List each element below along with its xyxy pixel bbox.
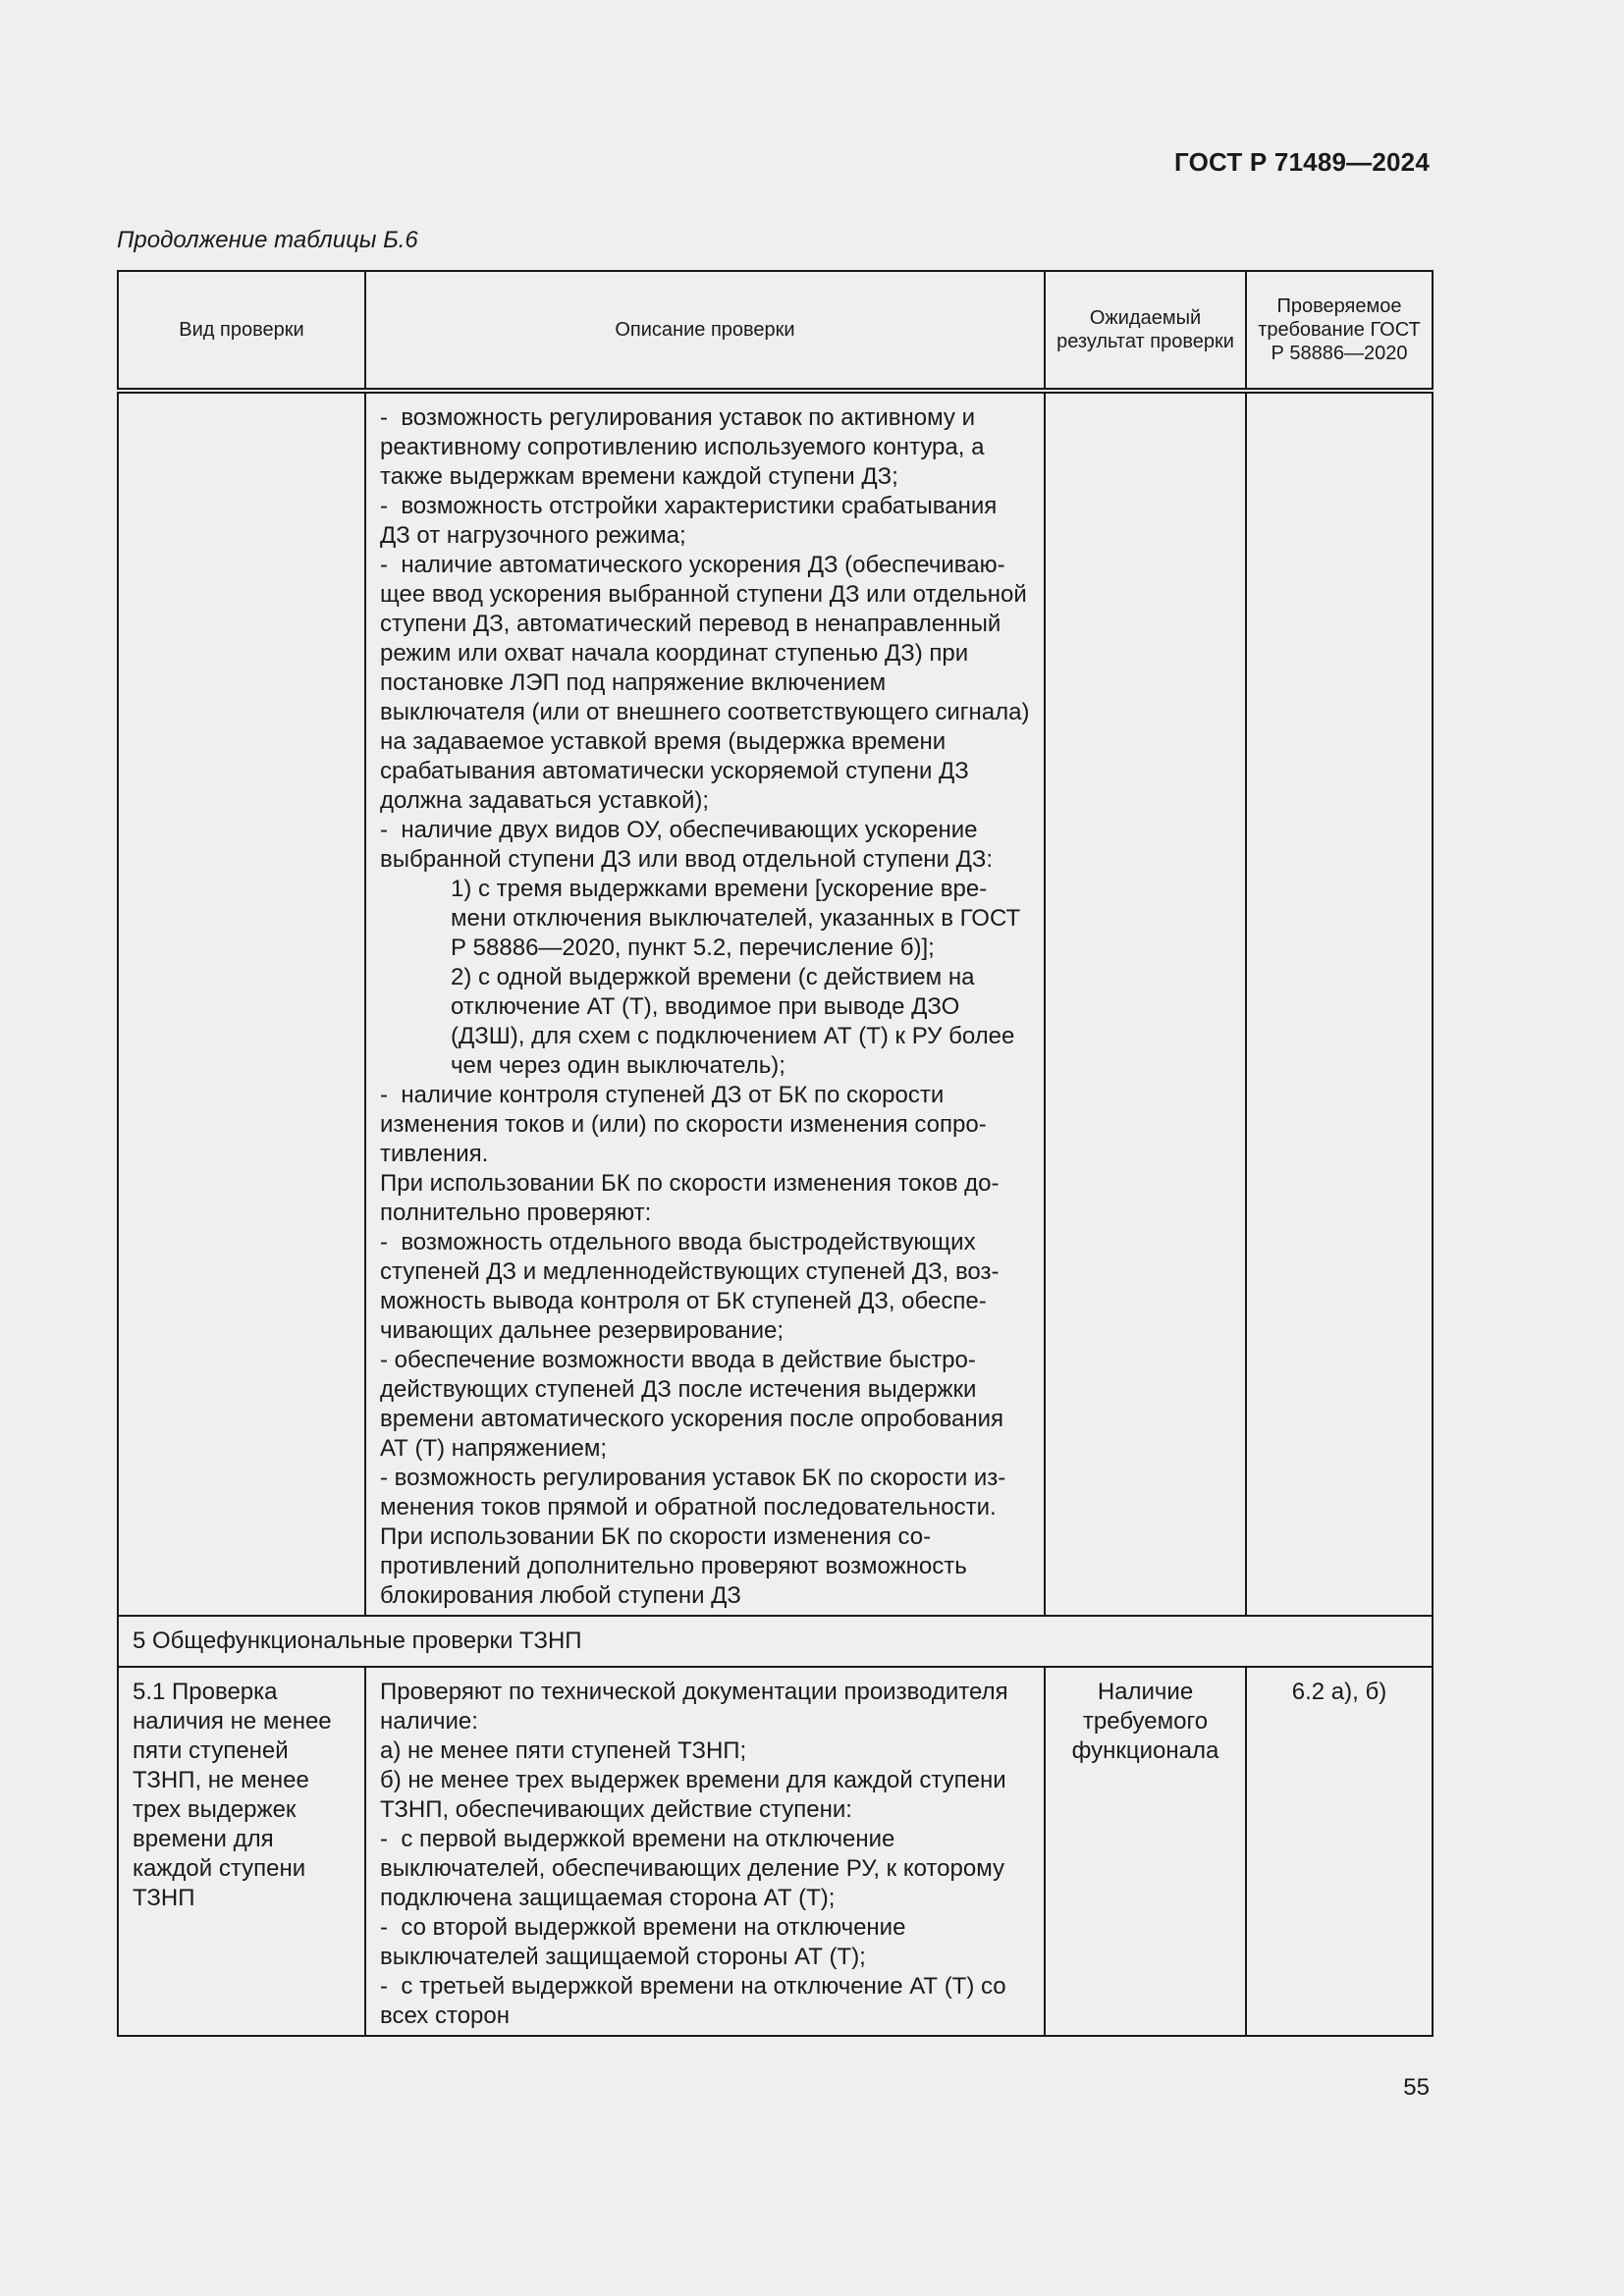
- description-line: а) не менее пяти ступеней ТЗНП;: [380, 1737, 747, 1764]
- description-line: - возможность отдельного ввода быстродействующих ступеней ДЗ и медленнодействующих ступеней ДЗ, возможность вывода контроля от БК ступеней ДЗ, обеспечивающих дальнее резервирование;: [380, 1229, 1000, 1344]
- document-code: ГОСТ Р 71489—2024: [1174, 147, 1430, 177]
- description-line: - наличие двух видов ОУ, обеспечивающих ускорение выбранной ступени ДЗ или ввод отдельной ступени ДЗ:: [380, 817, 994, 873]
- cell-description: [365, 1667, 1045, 2036]
- description-line: - обеспечение возможности ввода в действие быстродействующих ступеней ДЗ после истечения выдержки времени автоматического ускорения после опробования АТ (Т) напряжением;: [380, 1347, 1010, 1462]
- description-line: При использовании БК по скорости изменения токов дополнительно проверяют:: [380, 1170, 1000, 1226]
- description-line: б) не менее трех выдержек времени для каждой ступени ТЗНП, обеспечивающих действие ступени:: [380, 1767, 1013, 1823]
- description-line-numbered: 2) с одной выдержкой времени (с действием на отключение АТ (Т), вводимое при выводе ДЗО (ДЗШ), для схем с подключением АТ (Т) к РУ более чем через один выключатель);: [451, 964, 1022, 1079]
- page-number: 55: [1403, 2074, 1430, 2101]
- column-header-expected-result: Ожидаемый результат проверки: [1045, 271, 1246, 391]
- description-line: Проверяют по технической документации производителя наличие:: [380, 1679, 1015, 1735]
- table-row-5-1: [118, 1667, 1433, 2036]
- cell-expected-result: Наличие требуемого функционала: [1045, 1667, 1246, 2036]
- table-header-row: [118, 271, 1433, 391]
- cell-expected-empty: [1045, 391, 1246, 1616]
- column-header-check-type: Вид проверки: [118, 271, 365, 391]
- description-line: - возможность регулирования уставок по активному и реактивному сопротивлению используемого контура, а также выдержкам времени каждой ступени ДЗ;: [380, 404, 992, 490]
- table-row-continuation: [118, 391, 1433, 1616]
- column-header-description: Описание проверки: [365, 271, 1045, 391]
- cell-check-type-empty: [118, 391, 365, 1616]
- description-line: При использовании БК по скорости изменения сопротивлений дополнительно проверяют возможность блокирования любой ступени ДЗ: [380, 1523, 974, 1609]
- table-caption: Продолжение таблицы Б.6: [117, 227, 418, 253]
- description-line: - возможность отстройки характеристики срабатывания ДЗ от нагрузочного режима;: [380, 493, 1003, 549]
- checks-table: [117, 270, 1434, 2037]
- cell-requirement: 6.2 а), б): [1246, 1667, 1433, 2036]
- column-header-requirement: Проверяемое требование ГОСТ Р 58886—2020: [1246, 271, 1433, 391]
- description-line: - с первой выдержкой времени на отключение выключателей, обеспечивающих деление РУ, к которому подключена защищаемая сторона АТ (Т);: [380, 1826, 1011, 1911]
- description-line: - с третьей выдержкой времени на отключение АТ (Т) со всех сторон: [380, 1973, 1013, 2029]
- description-line: - возможность регулирования уставок БК по скорости изменения токов прямой и обратной последовательности.: [380, 1465, 1006, 1521]
- cell-requirement-empty: [1246, 391, 1433, 1616]
- table-row-section: [118, 1616, 1433, 1667]
- cell-check-type: 5.1 Проверка наличия не менее пяти ступеней ТЗНП, не менее трех выдержек времени для каждой ступени ТЗНП: [118, 1667, 365, 2036]
- description-line: - наличие контроля ступеней ДЗ от БК по скорости изменения токов и (или) по скорости изменения сопротивления.: [380, 1082, 987, 1167]
- description-line: - наличие автоматического ускорения ДЗ (обеспечивающее ввод ускорения выбранной ступени ДЗ или отдельной ступени ДЗ, автоматический перевод в ненаправленный режим или охват начала координат ступенью ДЗ) при постановке ЛЭП под напряжение включением выключателя (или от внешнего соответствующего сигнала) на задаваемое уставкой время (выдержка времени срабатывания автоматически ускоряемой ступени ДЗ должна задаваться уставкой);: [380, 552, 1037, 814]
- description-line: - со второй выдержкой времени на отключение выключателей защищаемой стороны АТ (Т);: [380, 1914, 913, 1970]
- section-title: 5 Общефункциональные проверки ТЗНП: [118, 1616, 1433, 1667]
- description-line-numbered: 1) с тремя выдержками времени [ускорение времени отключения выключателей, указанных в ГОСТ Р 58886—2020, пункт 5.2, перечисление б)];: [451, 876, 1027, 961]
- cell-description-continuation: [365, 391, 1045, 1616]
